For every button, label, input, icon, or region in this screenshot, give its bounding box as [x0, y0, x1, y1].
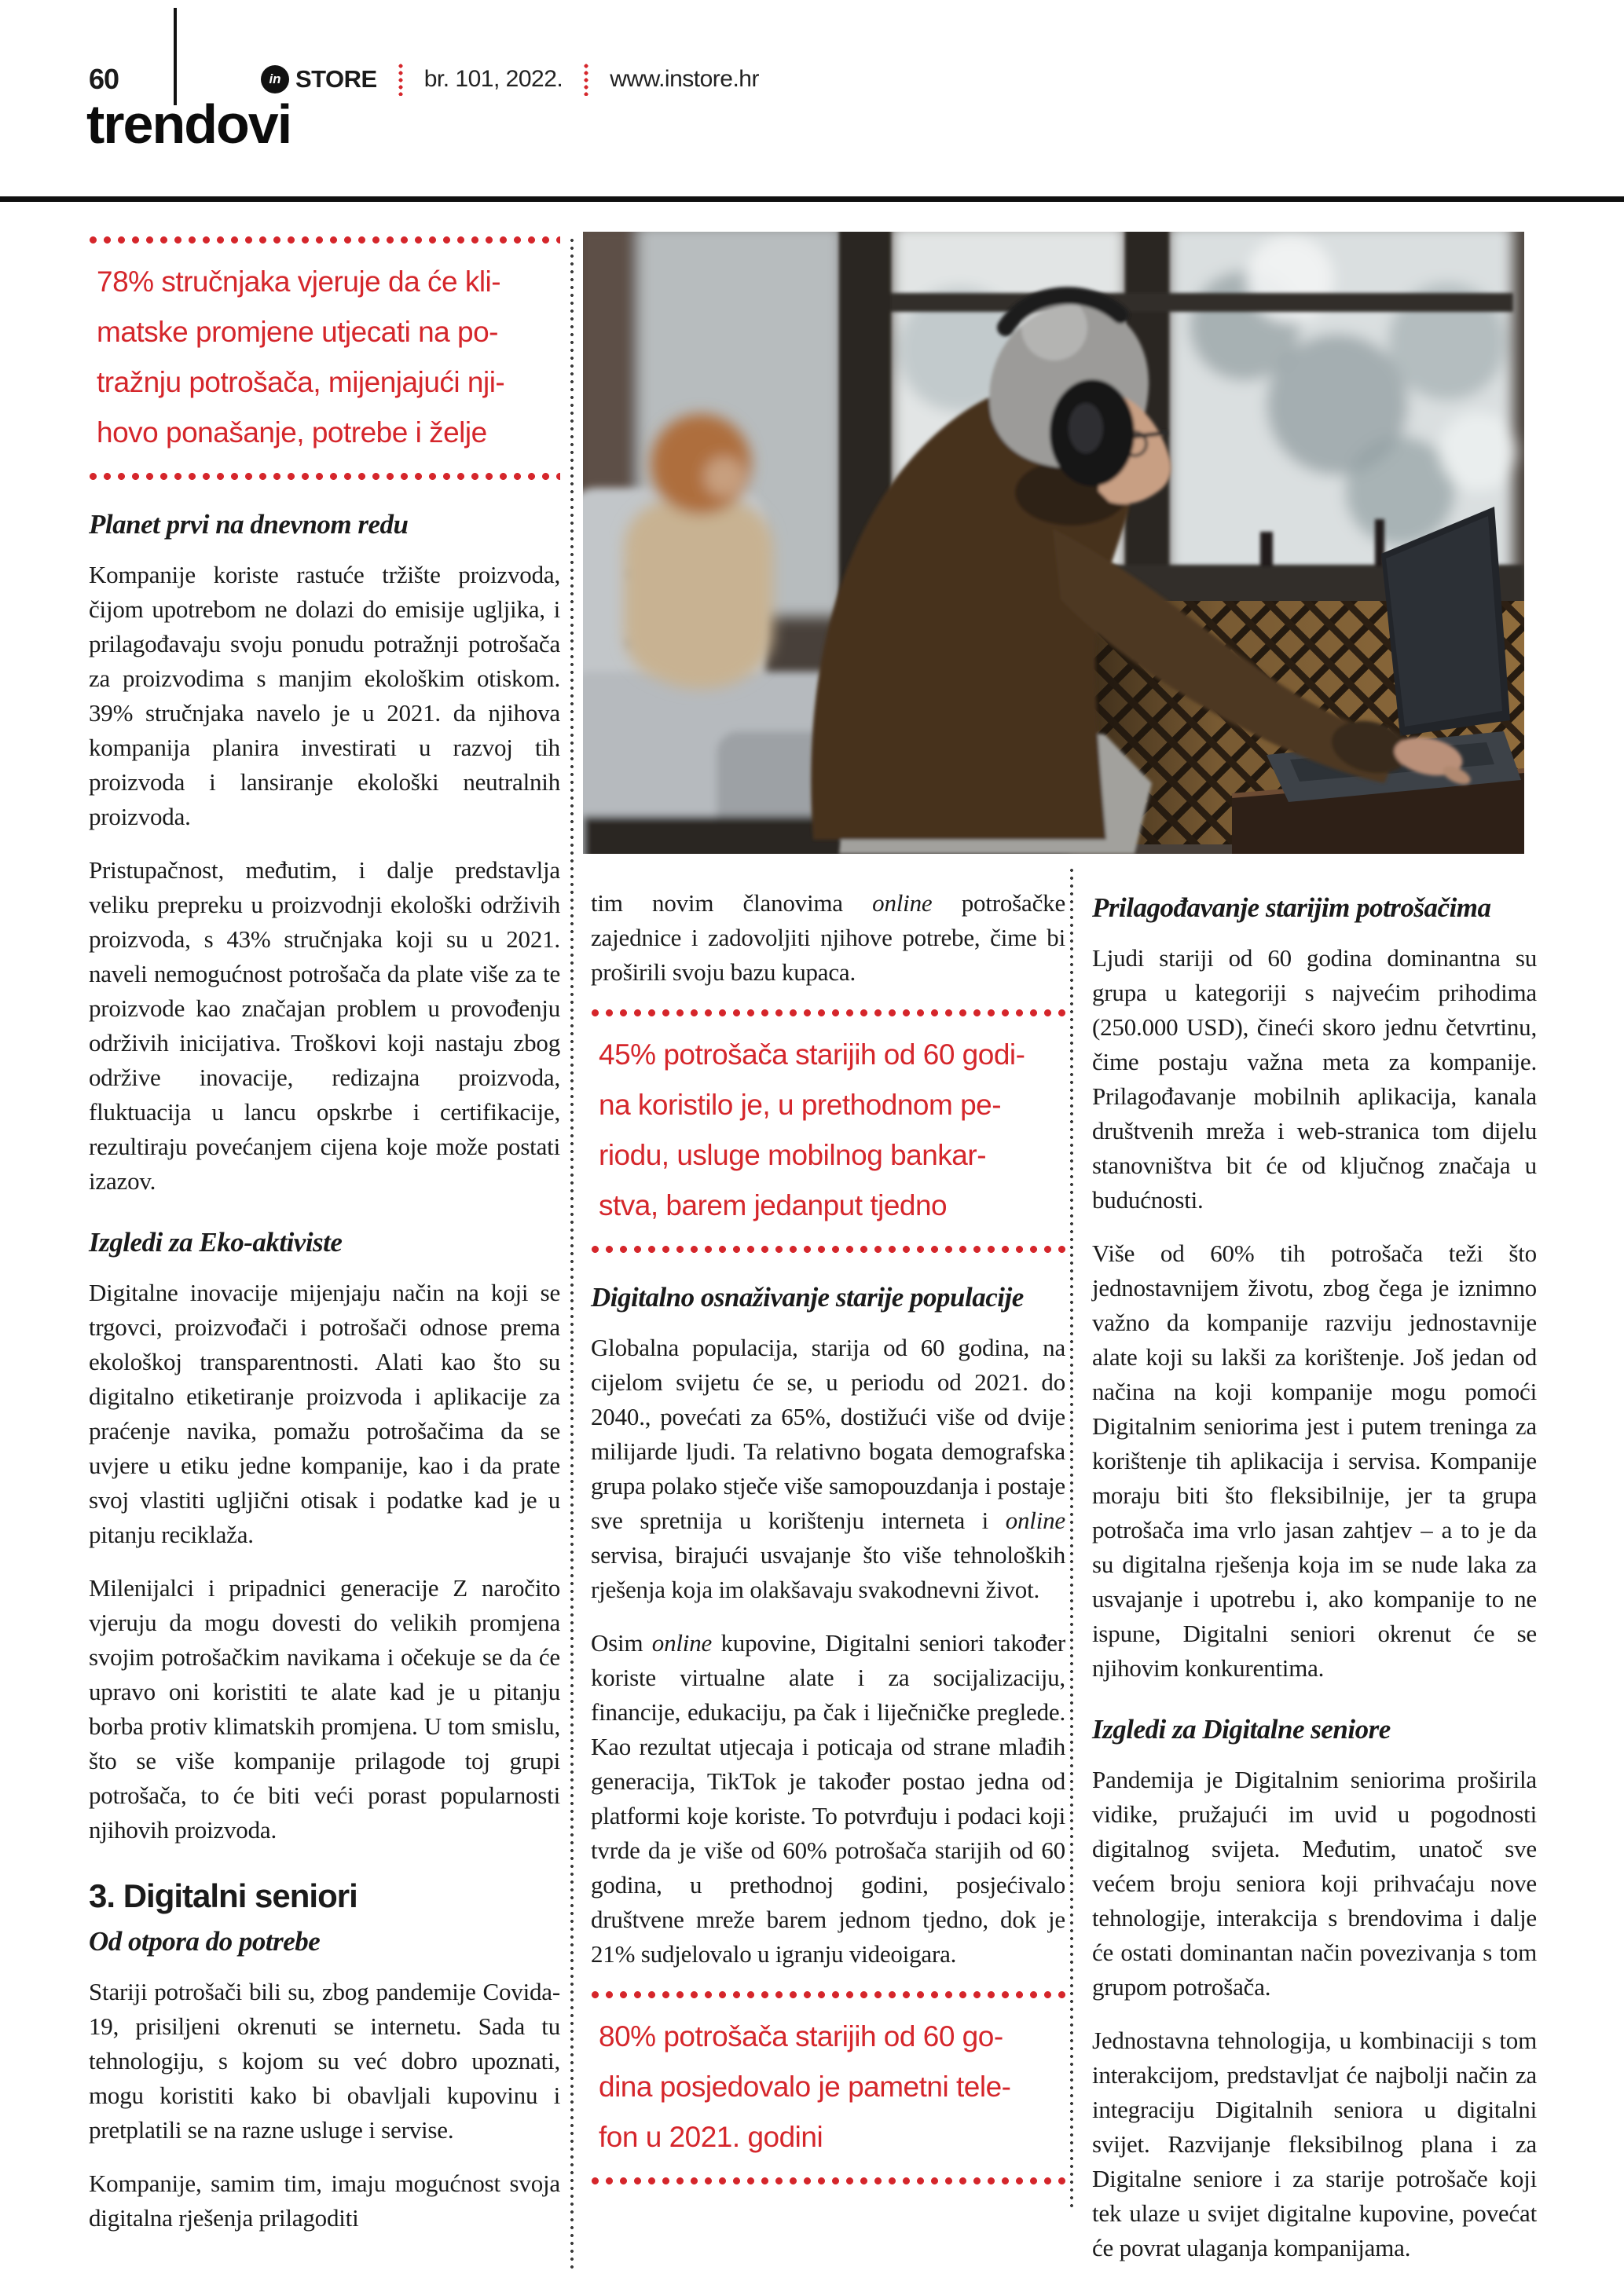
- quote-line: 78% stručnjaka vjeruje da će kli-: [97, 265, 501, 298]
- red-dotted-separator-icon: [398, 63, 404, 96]
- pull-quote-text: [591, 1999, 1065, 2177]
- red-dotted-rule: [591, 2177, 1065, 2185]
- body-paragraph: tim novim članovima online potrošačke zajednice i zadovoljiti njihove potrebe, čime bi proširili svoju bazu kupaca.: [591, 889, 1065, 986]
- body-paragraph: Globalna populacija, starija od 60 godina, na cijelom svijetu će se, u periodu od 2021. do 2040., povećati za 65%, dostižući više od dvije milijarde ljudi. Ta relativno bogata demografska grupa polako stječe više samopouzdanja i postaje sve spretnija u korištenju interneta i online servisa, birajući usvajanje što više tehnoloških rješenja koja im olakšavaju svakodnevni život.: [591, 1334, 1065, 1603]
- quote-line: tražnju potrošača, mijenjajući nji-: [97, 366, 505, 398]
- page-title: trendovi: [86, 93, 291, 155]
- pull-quote-45: [591, 1009, 1065, 1254]
- red-dotted-separator-icon: [583, 63, 589, 96]
- instore-logo-text: STORE: [295, 65, 377, 93]
- pull-quote-text: [591, 1017, 1065, 1245]
- quote-line: 45% potrošača starijih od 60 godi-: [599, 1038, 1025, 1071]
- body-paragraph: Kompanije koriste rastuće tržište proizvoda, čijom upotrebom ne dolazi do emisije ugljika, i prilagođavaju svoju ponudu potražnji potrošača za proizvodima s manjim ekološkim otiskom. 39% stručnjaka navelo je u 2021. da njihova kompanija planira investirati u razvoj tih proizvoda i lansiranje ekološki neutralnih proizvoda.: [89, 561, 560, 830]
- header-divider-line: [174, 8, 177, 105]
- column-middle: [591, 886, 1065, 2209]
- column-divider: [569, 237, 575, 2273]
- column-left: [89, 236, 560, 2254]
- body-paragraph: Jednostavna tehnologija, u kombinaciji s tom interakcijom, predstavljat će najbolji način za integraciju Digitalnih seniora u digitalni svijet. Razvijanje fleksibilnog plana i za Digitalne seniore i za starije potrošače koji tek ulaze u svijet digitalne kupovine, povećat će povrat ulaganja kompanijama.: [1092, 2027, 1537, 2261]
- issue-number: br. 101, 2022.: [423, 66, 563, 92]
- body-paragraph: Pristupačnost, međutim, i dalje predstavlja veliku prepreku u proizvodnji ekološki održivih proizvoda, s 43% stručnjaka koji su u 2021. naveli nemogućnost potrošača da plate više za te proizvode kao značajan problem u provođenju održivih inicijativa. Troškovi koji nastaju zbog održive inovacije, redizajna proizvoda, fluktuacija u lancu opskrbe i certifikacije, rezultiraju povećanjem cijena koje može postati izazov.: [89, 856, 560, 1195]
- red-dotted-rule: [89, 236, 560, 244]
- masthead: [225, 60, 759, 99]
- body-paragraph: Milenijalci i pripadnici generacije Z naročito vjeruju da mogu dovesti do velikih promjena svojim potrošačkim navikama i očekuje se da će upravo oni koristiti te alate kad je u pitanju borba protiv klimatskih promjena. U tom smislu, što se više kompanije prilagode toj grupi potrošača, to će biti veći porast popularnosti njihovih proizvoda.: [89, 1574, 560, 1844]
- body-paragraph: Više od 60% tih potrošača teži što jednostavnijem životu, zbog čega je iznimno važno da kompanije razviju jednostavnije alate koji su lakši za korištenje. Još jedan od načina na koji kompanije mogu pomoći Digitalnim seniorima jest i putem treninga za korištenje tih aplikacija i servisa. Kompanije moraju biti što fleksibilnije, jer ta grupa potrošača ima vrlo jasan zahtjev – a to je da su digitalna rješenja koja im se nude laka za usvajanje i upotrebu i, ako kompanije to ne ispune, Digitalni seniori okrenut će se njihovim konkurentima.: [1092, 1240, 1537, 1682]
- red-dotted-rule: [591, 1245, 1065, 1254]
- section-heading: Digitalno osnaživanje starije populacije: [591, 1282, 1024, 1313]
- quote-line: stva, barem jedanput tjedno: [599, 1189, 948, 1221]
- section-heading: Od otpora do potrebe: [89, 1926, 321, 1957]
- quote-line: matske promjene utjecati na po-: [97, 316, 498, 348]
- pull-quote-80: [591, 1990, 1065, 2185]
- section-heading: Planet prvi na dnevnom redu: [89, 509, 409, 540]
- body-paragraph: Stariji potrošači bili su, zbog pandemije Covida-19, prisiljeni okrenuti se internetu. Sada tu tehnologiju, s kojom su već dobro upoznati, mogu koristiti kako bi obavljali kupovinu i pretplatili se na razne usluge i servise.: [89, 1978, 560, 2144]
- quote-line: na koristilo je, u prethodnom pe-: [599, 1089, 1002, 1121]
- section-heading: Izgledi za Digitalne seniore: [1092, 1714, 1391, 1745]
- title-rule: [0, 196, 1624, 202]
- page-number: 60: [89, 63, 119, 95]
- red-dotted-rule: [591, 1990, 1065, 1999]
- column-divider: [1069, 867, 1075, 2207]
- quote-line: hovo ponašanje, potrebe i želje: [97, 416, 487, 449]
- section-heading: Izgledi za Eko-aktiviste: [89, 1227, 343, 1258]
- column-right: [1092, 891, 1537, 2284]
- pull-quote-78: [89, 236, 560, 481]
- section-heading: Prilagođavanje starijim potrošačima: [1092, 892, 1491, 923]
- body-paragraph: Osim online kupovine, Digitalni seniori također koriste virtualne alate i za socijalizaciju, financije, edukaciju, pa čak i liječničke preglede. Kao rezultat utjecaja i poticaja od strane mlađih generacija, TikTok je također postao jedna od platformi koje koriste. To potvrđuju i podaci koji tvrde da je više od 60% potrošača starijih od 60 godina, u prethodnoj godini, posjećivalo društvene mreže barem jednom tjedno, dok je 21% sudjelovalo u igranju videoigara.: [591, 1629, 1065, 1968]
- article-photo: [583, 232, 1524, 854]
- chapter-heading: 3. Digitalni seniori: [89, 1877, 357, 1914]
- pull-quote-text: [89, 244, 560, 472]
- instore-logo: [261, 65, 377, 93]
- quote-line: dina posjedovalo je pametni tele-: [599, 2071, 1011, 2103]
- body-paragraph: Pandemija je Digitalnim seniorima proširila vidike, pružajući im uvid u pogodnosti digitalnog svijeta. Međutim, unatoč sve većem broju seniora koji prihvaćaju nove tehnologije, interakcija s brendovima i dalje će ostati dominantan način povezivanja s tom grupom potrošača.: [1092, 1766, 1537, 2001]
- instore-logo-icon: in: [261, 65, 289, 93]
- quote-line: fon u 2021. godini: [599, 2121, 823, 2153]
- body-paragraph: Ljudi stariji od 60 godina dominantna su grupa u kategoriji s najvećim prihodima (250.000 USD), čineći skoro jednu četvrtinu, čime postaju važna meta za kompanije. Prilagođavanje mobilnih aplikacija, kanala društvenih mreža i web-stranica tom dijelu stanovništva bit će od ključnog značaja u budućnosti.: [1092, 944, 1537, 1214]
- body-paragraph: Kompanije, samim tim, imaju mogućnost svoja digitalna rješenja prilagoditi: [89, 2170, 560, 2232]
- red-dotted-rule: [591, 1009, 1065, 1017]
- red-dotted-rule: [89, 472, 560, 481]
- body-paragraph: Digitalne inovacije mijenjaju način na koji se trgovci, proizvođači i potrošači odnose prema ekološkoj transparentnosti. Alati kao što su digitalno etiketiranje proizvoda i aplikacije za praćenje navika, pomažu potrošačima da se uvjere u etiku jedne kompanije, kao i da prate svoj vlastiti ugljični otisak i podatke kad je u pitanju reciklaža.: [89, 1279, 560, 1548]
- website-link[interactable]: www.instore.hr: [610, 66, 759, 92]
- quote-line: 80% potrošača starijih od 60 go-: [599, 2020, 1003, 2052]
- quote-line: riodu, usluge mobilnog bankar-: [599, 1139, 987, 1171]
